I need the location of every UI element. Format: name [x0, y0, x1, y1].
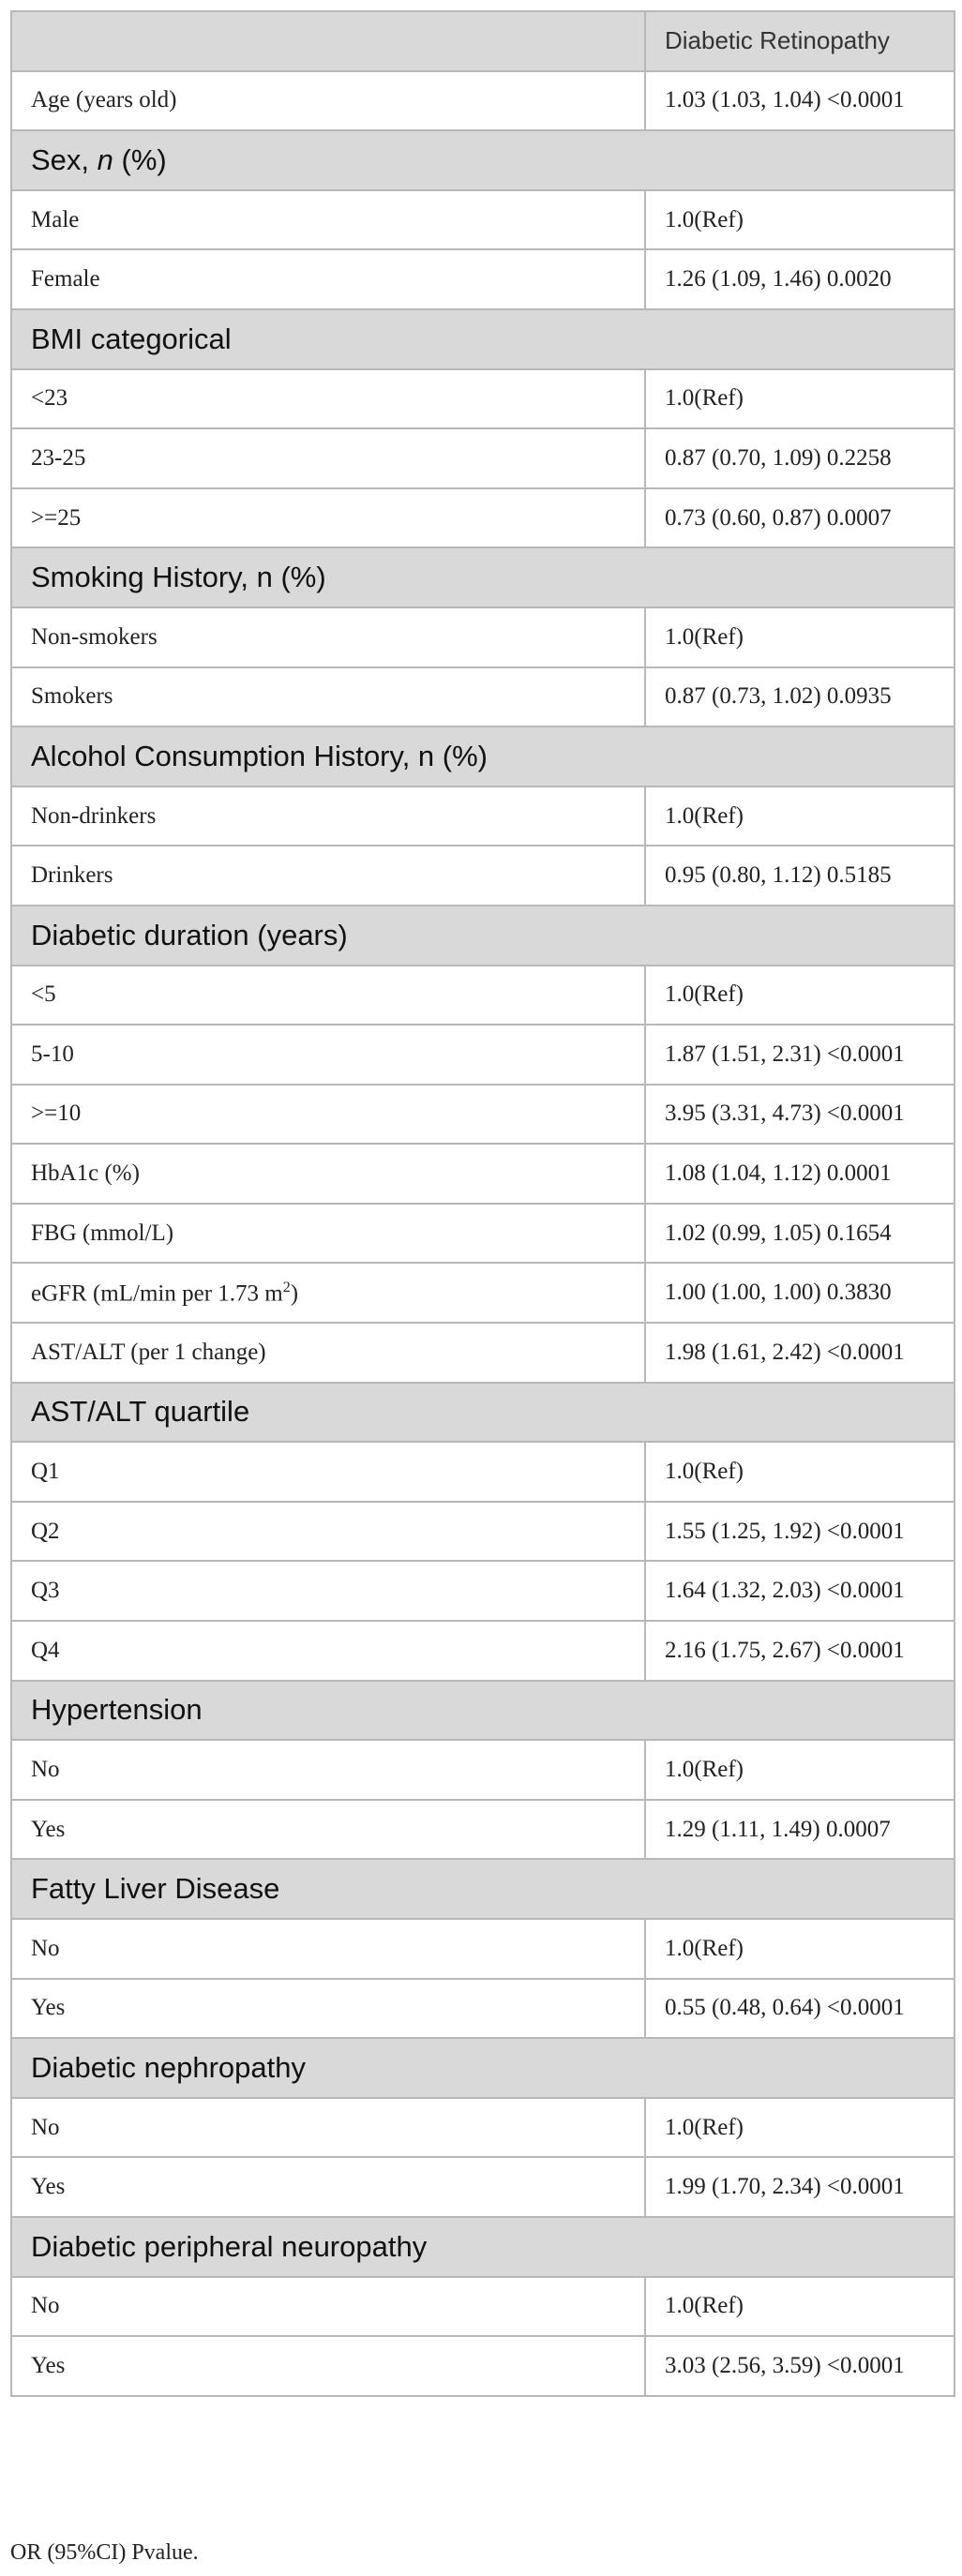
row-label-text: Yes [31, 1995, 66, 2021]
section-label [11, 1859, 954, 1919]
row-label-text: Q3 [31, 1578, 60, 1604]
row-label [11, 1085, 645, 1145]
table-row [11, 846, 954, 906]
row-label [11, 1442, 645, 1502]
row-value: 0.73 (0.60, 0.87) 0.0007 [645, 488, 954, 548]
row-label-text: <23 [31, 385, 68, 412]
row-value: 1.0(Ref) [645, 1919, 954, 1979]
row-label [11, 71, 645, 131]
section-label-text: BMI categorical [31, 322, 232, 355]
section-label-text: Smoking History, n (%) [31, 561, 326, 594]
row-label [11, 488, 645, 548]
row-value: 0.87 (0.73, 1.02) 0.0935 [645, 667, 954, 727]
table-row [11, 2277, 954, 2337]
section-label-text: Sex, [31, 142, 98, 176]
row-label [11, 2157, 645, 2217]
row-value: 0.55 (0.48, 0.64) <0.0001 [645, 1979, 954, 2039]
row-value: 1.0(Ref) [645, 190, 954, 250]
table-row [11, 1263, 954, 1323]
table-row [11, 2098, 954, 2158]
row-value: 1.98 (1.61, 2.42) <0.0001 [645, 1323, 954, 1383]
row-label-text: Yes [31, 1816, 66, 1842]
table-row [11, 1025, 954, 1085]
row-value: 0.95 (0.80, 1.12) 0.5185 [645, 846, 954, 906]
table-row [11, 1561, 954, 1621]
row-label-text: FBG (mmol/L) [31, 1220, 174, 1246]
row-label [11, 667, 645, 727]
table-header-row [11, 11, 954, 71]
section-label-text: Fatty Liver Disease [31, 1872, 280, 1906]
row-value: 1.87 (1.51, 2.31) <0.0001 [645, 1025, 954, 1085]
row-label-tail: ) [290, 1280, 299, 1306]
row-label [11, 1919, 645, 1979]
table-footnote: OR (95%CI) Pvalue. [10, 2540, 199, 2565]
section-label [11, 547, 954, 607]
table-row [11, 71, 954, 131]
row-label [11, 1204, 645, 1264]
table-row [11, 966, 954, 1026]
row-label-text: eGFR (mL/min per 1.73 m [31, 1280, 283, 1306]
section-label-text: Hypertension [31, 1693, 203, 1727]
row-label-superscript: 2 [282, 1279, 291, 1295]
table-row [11, 1621, 954, 1681]
row-label-text: 23-25 [31, 444, 86, 471]
section-header-row [11, 2217, 954, 2277]
section-label [11, 906, 954, 966]
table-row [11, 607, 954, 667]
row-label [11, 1144, 645, 1204]
row-value: 1.99 (1.70, 2.34) <0.0001 [645, 2157, 954, 2217]
table-row [11, 1740, 954, 1800]
section-header-row [11, 309, 954, 369]
section-label [11, 130, 954, 190]
row-label [11, 1621, 645, 1681]
row-label [11, 2098, 645, 2158]
table-row [11, 1085, 954, 1145]
row-label [11, 966, 645, 1026]
row-value: 3.95 (3.31, 4.73) <0.0001 [645, 1085, 954, 1145]
table-row [11, 369, 954, 429]
row-label-text: Q2 [31, 1518, 60, 1544]
section-header-row [11, 726, 954, 786]
table-row [11, 428, 954, 488]
row-label [11, 2277, 645, 2337]
row-label-text: <5 [31, 981, 56, 1008]
section-label-tail: (%) [113, 142, 167, 176]
section-label-text: Alcohol Consumption History, n (%) [31, 739, 488, 772]
row-label [11, 1263, 645, 1323]
section-label-text: Diabetic nephropathy [31, 2050, 306, 2084]
row-label [11, 1561, 645, 1621]
row-label-text: Age (years old) [31, 87, 177, 113]
row-value: 0.87 (0.70, 1.09) 0.2258 [645, 428, 954, 488]
table-row [11, 249, 954, 309]
table-row [11, 2336, 954, 2396]
row-value: 1.64 (1.32, 2.03) <0.0001 [645, 1561, 954, 1621]
section-label-text: Diabetic duration (years) [31, 918, 348, 951]
row-label-text: Non-smokers [31, 623, 158, 650]
row-label-text: Q1 [31, 1459, 60, 1485]
header-diabetic-retinopathy: Diabetic Retinopathy [645, 11, 954, 71]
section-header-row [11, 547, 954, 607]
table-row [11, 1442, 954, 1502]
table-row [11, 1323, 954, 1383]
section-label [11, 1681, 954, 1741]
section-label [11, 2217, 954, 2277]
table-body [11, 71, 954, 2396]
row-value: 1.00 (1.00, 1.00) 0.3830 [645, 1263, 954, 1323]
row-label [11, 1979, 645, 2039]
row-value: 1.0(Ref) [645, 607, 954, 667]
row-label [11, 2336, 645, 2396]
row-value: 1.29 (1.11, 1.49) 0.0007 [645, 1800, 954, 1860]
row-label [11, 190, 645, 250]
header-variable-cell [11, 11, 645, 71]
row-value: 2.16 (1.75, 2.67) <0.0001 [645, 1621, 954, 1681]
row-label [11, 369, 645, 429]
table-row [11, 1204, 954, 1264]
row-value: 1.0(Ref) [645, 786, 954, 846]
row-label [11, 607, 645, 667]
row-value: 1.0(Ref) [645, 2098, 954, 2158]
row-value: 1.0(Ref) [645, 966, 954, 1026]
row-label-text: 5-10 [31, 1041, 74, 1067]
section-header-row [11, 130, 954, 190]
row-label-text: Smokers [31, 683, 113, 710]
row-label [11, 1800, 645, 1860]
table-row [11, 1800, 954, 1860]
table-row [11, 1144, 954, 1204]
row-label-text: >=10 [31, 1101, 82, 1127]
row-label-text: HbA1c (%) [31, 1161, 140, 1187]
row-value: 1.0(Ref) [645, 369, 954, 429]
section-label [11, 726, 954, 786]
section-label [11, 309, 954, 369]
row-label [11, 1323, 645, 1383]
section-header-row [11, 2038, 954, 2098]
row-label-text: Female [31, 266, 100, 292]
row-label [11, 1740, 645, 1800]
table-row [11, 1502, 954, 1562]
section-header-row [11, 1383, 954, 1443]
row-value: 1.26 (1.09, 1.46) 0.0020 [645, 249, 954, 309]
row-value: 1.55 (1.25, 1.92) <0.0001 [645, 1502, 954, 1562]
row-label [11, 1025, 645, 1085]
row-label-text: Male [31, 206, 80, 232]
row-label-text: AST/ALT (per 1 change) [31, 1339, 266, 1365]
row-label [11, 786, 645, 846]
section-header-row [11, 1681, 954, 1741]
row-label-text: No [31, 1935, 60, 1961]
row-value: 1.0(Ref) [645, 1442, 954, 1502]
section-header-row [11, 906, 954, 966]
row-label-text: >=25 [31, 504, 82, 531]
table-row [11, 190, 954, 250]
table-row [11, 1919, 954, 1979]
row-label [11, 846, 645, 906]
row-value: 1.08 (1.04, 1.12) 0.0001 [645, 1144, 954, 1204]
results-table [10, 10, 955, 2397]
row-label [11, 428, 645, 488]
row-value: 1.02 (0.99, 1.05) 0.1654 [645, 1204, 954, 1264]
table-row [11, 786, 954, 846]
row-value: 1.0(Ref) [645, 1740, 954, 1800]
row-label-text: Non-drinkers [31, 802, 157, 829]
section-label-italic: n [97, 142, 113, 176]
table-row [11, 1979, 954, 2039]
row-value: 1.0(Ref) [645, 2277, 954, 2337]
section-label [11, 1383, 954, 1443]
section-header-row [11, 1859, 954, 1919]
row-label [11, 249, 645, 309]
section-label-text: Diabetic peripheral neuropathy [31, 2229, 428, 2263]
row-label-text: No [31, 2293, 60, 2319]
row-label [11, 1502, 645, 1562]
row-value: 3.03 (2.56, 3.59) <0.0001 [645, 2336, 954, 2396]
row-label-text: Drinkers [31, 862, 113, 889]
table-row [11, 2157, 954, 2217]
table-row [11, 488, 954, 548]
section-label-text: AST/ALT quartile [31, 1395, 250, 1429]
table-row [11, 667, 954, 727]
row-label-text: Q4 [31, 1637, 60, 1663]
row-value: 1.03 (1.03, 1.04) <0.0001 [645, 71, 954, 131]
row-label-text: Yes [31, 2352, 66, 2378]
row-label-text: No [31, 1757, 60, 1783]
row-label-text: Yes [31, 2174, 66, 2200]
section-label [11, 2038, 954, 2098]
row-label-text: No [31, 2114, 60, 2140]
